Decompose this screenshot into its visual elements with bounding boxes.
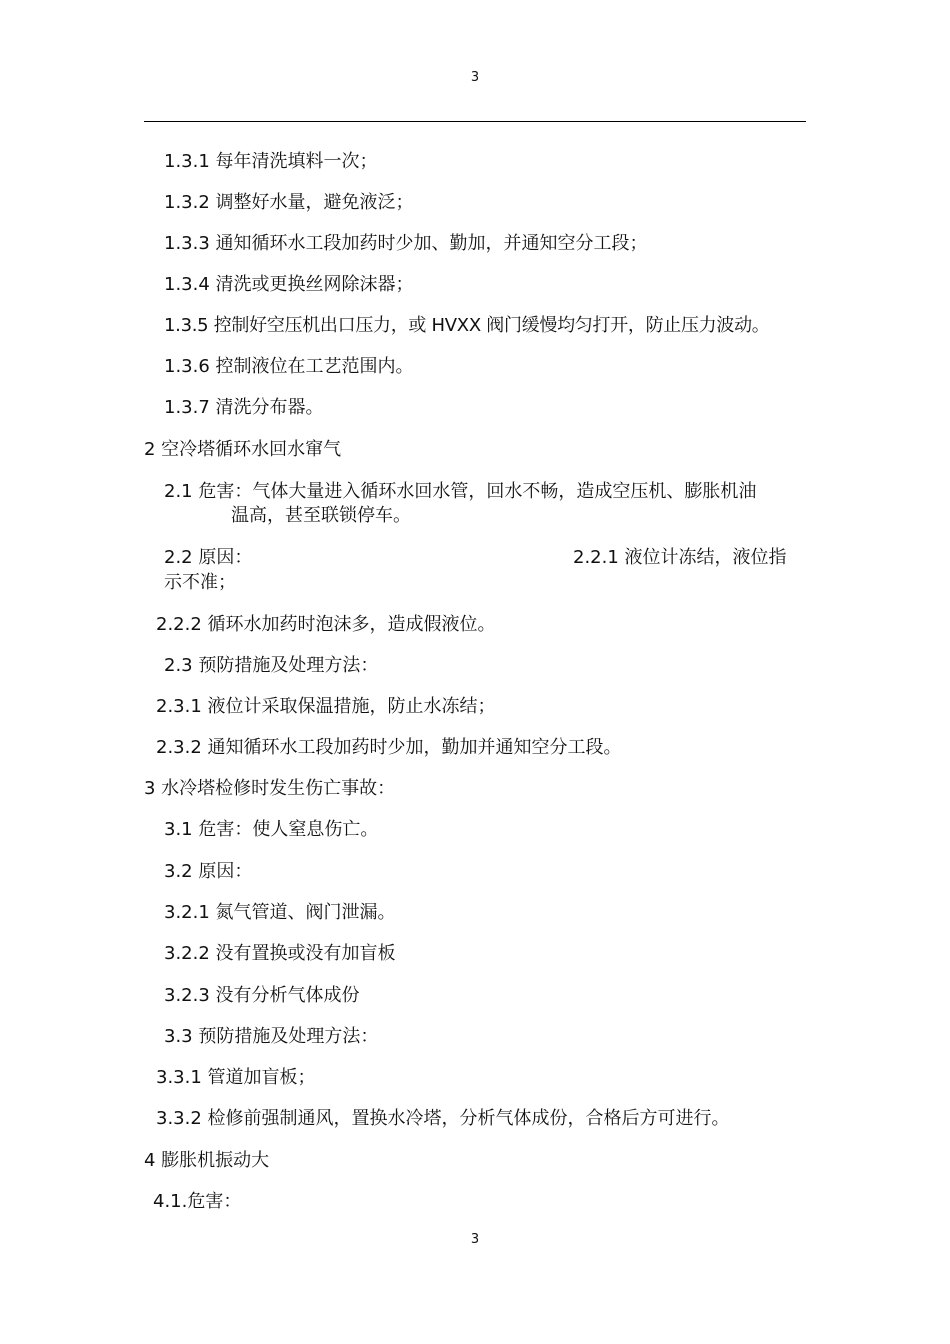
- item-2-1: [164, 480, 756, 528]
- item-4-1: 4.1.危害：: [153, 1191, 242, 1212]
- item-2-3: 2.3 预防措施及处理方法：: [164, 655, 379, 676]
- item-2-2-2: 2.2.2 循环水加药时泡沫多，造成假液位。: [156, 614, 496, 635]
- item-2-2-1: 2.2.1 液位计冻结，液位指: [573, 547, 787, 568]
- item-1-3-5: 1.3.5 控制好空压机出口压力，或 HVXX 阀门缓慢均匀打开，防止压力波动。: [164, 315, 770, 336]
- item-2-3-1: 2.3.1 液位计采取保温措施，防止水冻结；: [156, 696, 496, 717]
- section-4-heading: 4 膨胀机振动大: [144, 1150, 270, 1171]
- header-page-number: 3: [470, 70, 480, 85]
- item-2-3-2: 2.3.2 通知循环水工段加药时少加，勤加并通知空分工段。: [156, 737, 622, 758]
- item-2-2: 2.2 原因：: [164, 547, 253, 568]
- item-3-2-3: 3.2.3 没有分析气体成份: [164, 985, 360, 1006]
- header-rule: [144, 121, 806, 122]
- item-3-1: 3.1 危害：使人窒息伤亡。: [164, 819, 379, 840]
- item-1-3-7: 1.3.7 清洗分布器。: [164, 397, 324, 418]
- item-2-1-line-1: 2.1 危害：气体大量进入循环水回水管，回水不畅，造成空压机、膨胀机油: [164, 481, 757, 502]
- section-2-heading: 2 空冷塔循环水回水窜气: [144, 439, 342, 460]
- item-3-2: 3.2 原因：: [164, 861, 253, 882]
- footer-page-number: 3: [470, 1232, 480, 1247]
- item-3-3: 3.3 预防措施及处理方法：: [164, 1026, 379, 1047]
- item-3-2-1: 3.2.1 氮气管道、阀门泄漏。: [164, 902, 396, 923]
- item-2-1-line-2: 温高，甚至联锁停车。: [231, 505, 411, 526]
- item-2-2-1-continued: 示不准；: [164, 572, 236, 593]
- item-1-3-1: 1.3.1 每年清洗填料一次；: [164, 151, 378, 172]
- item-3-3-2: 3.3.2 检修前强制通风，置换水冷塔，分析气体成份，合格后方可进行。: [156, 1108, 730, 1129]
- item-1-3-6: 1.3.6 控制液位在工艺范围内。: [164, 356, 414, 377]
- item-3-3-1: 3.3.1 管道加盲板；: [156, 1067, 316, 1088]
- item-1-3-4: 1.3.4 清洗或更换丝网除沫器；: [164, 274, 414, 295]
- section-3-heading: 3 水冷塔检修时发生伤亡事故：: [144, 778, 396, 799]
- item-3-2-2: 3.2.2 没有置换或没有加盲板: [164, 943, 396, 964]
- item-1-3-2: 1.3.2 调整好水量，避免液泛；: [164, 192, 414, 213]
- item-1-3-3: 1.3.3 通知循环水工段加药时少加、勤加，并通知空分工段；: [164, 233, 648, 254]
